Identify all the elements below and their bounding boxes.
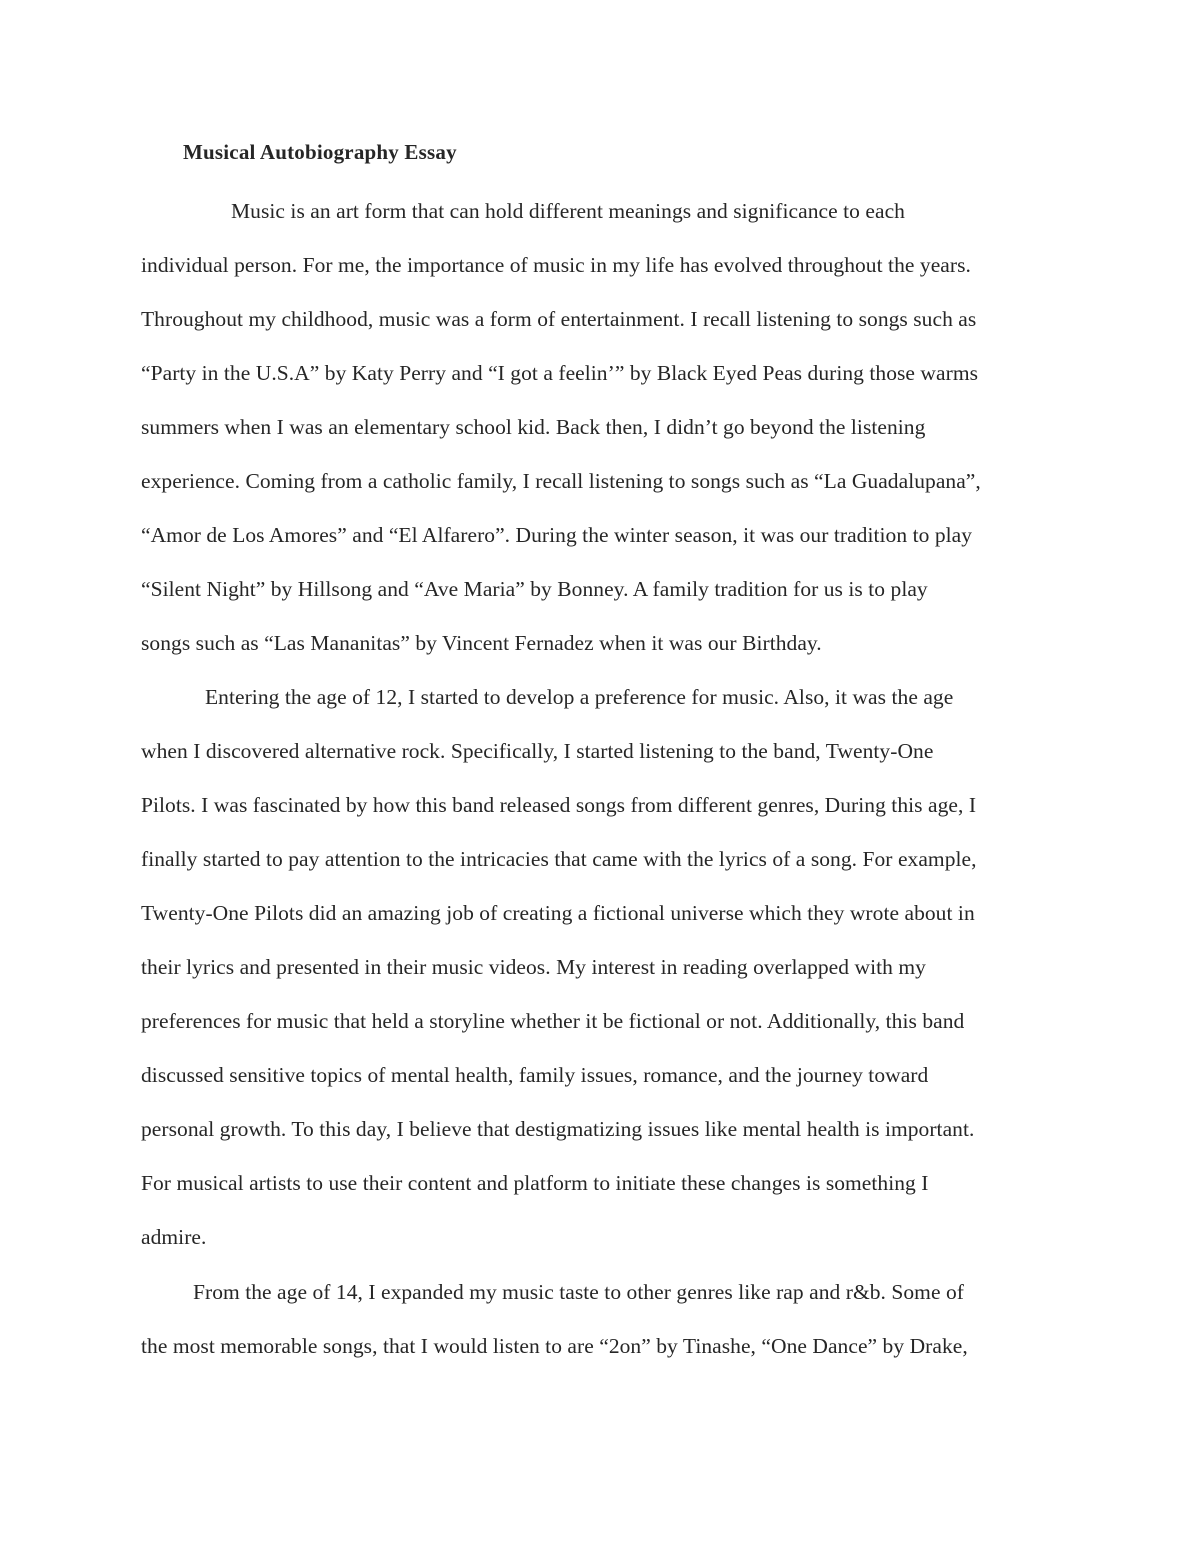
paragraph-line: For musical artists to use their content and platform to initiate these changes is something I: [141, 1171, 929, 1195]
paragraph-line: Twenty-One Pilots did an amazing job of creating a fictional universe which they wrote about in: [141, 901, 975, 925]
paragraph-line: “Silent Night” by Hillsong and “Ave Maria” by Bonney. A family tradition for us is to play: [141, 577, 928, 601]
paragraph-line: Music is an art form that can hold different meanings and significance to each: [231, 199, 905, 223]
paragraph-line: finally started to pay attention to the intricacies that came with the lyrics of a song. For example,: [141, 847, 977, 871]
paragraph-line: discussed sensitive topics of mental health, family issues, romance, and the journey toward: [141, 1063, 929, 1087]
paragraph-line: Entering the age of 12, I started to develop a preference for music. Also, it was the age: [205, 685, 954, 709]
paragraph-line: Throughout my childhood, music was a form of entertainment. I recall listening to songs such as: [141, 307, 977, 331]
essay-title: Musical Autobiography Essay: [183, 140, 457, 164]
paragraph-line: From the age of 14, I expanded my music taste to other genres like rap and r&b. Some of: [193, 1280, 964, 1304]
paragraph-line: summers when I was an elementary school kid. Back then, I didn’t go beyond the listening: [141, 415, 926, 439]
paragraph-line: “Party in the U.S.A” by Katy Perry and “I got a feelin’” by Black Eyed Peas during those warms: [141, 361, 979, 385]
paragraph-line: Pilots. I was fascinated by how this band released songs from different genres, During this age, I: [141, 793, 977, 817]
paragraph-line: their lyrics and presented in their music videos. My interest in reading overlapped with my: [141, 955, 926, 979]
paragraph-line: when I discovered alternative rock. Specifically, I started listening to the band, Twenty-One: [141, 739, 934, 763]
paragraph-line: preferences for music that held a storyline whether it be fictional or not. Additionally, this band: [141, 1009, 965, 1033]
paragraph-line: “Amor de Los Amores” and “El Alfarero”. During the winter season, it was our tradition to play: [141, 523, 973, 547]
paragraph-line: individual person. For me, the importance of music in my life has evolved throughout the years.: [141, 253, 971, 277]
paragraph-line: experience. Coming from a catholic family, I recall listening to songs such as “La Guadalupana”,: [141, 469, 981, 493]
paragraph-line: admire.: [141, 1225, 207, 1249]
paragraph-line: songs such as “Las Mananitas” by Vincent Fernadez when it was our Birthday.: [141, 631, 822, 655]
paragraph-line: personal growth. To this day, I believe that destigmatizing issues like mental health is important.: [141, 1117, 975, 1141]
paragraph-line: the most memorable songs, that I would listen to are “2on” by Tinashe, “One Dance” by Drake,: [141, 1334, 968, 1358]
